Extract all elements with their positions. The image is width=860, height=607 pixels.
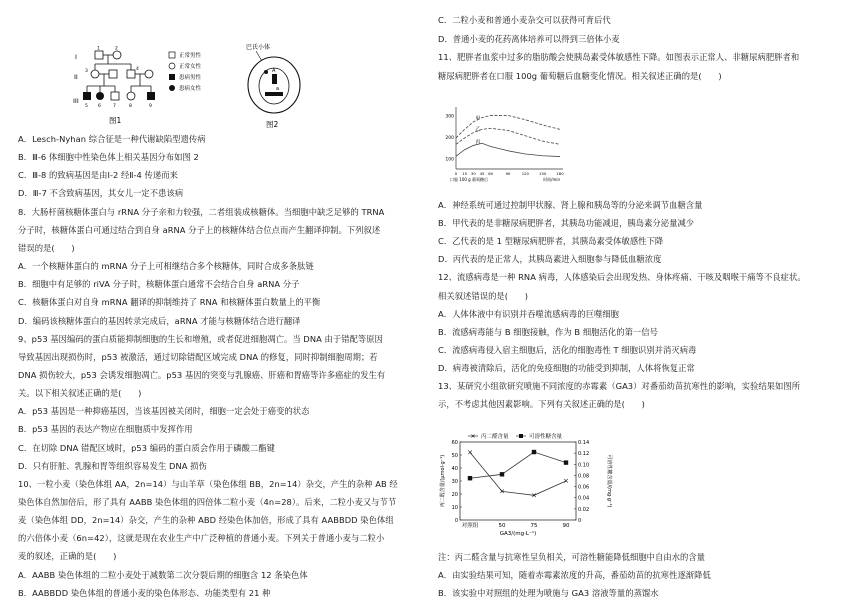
svg-text:8: 8 (129, 104, 132, 109)
text-line: D．病毒被清除后，活化的免疫细胞的功能受到抑制，人体将恢复正常 (438, 362, 695, 373)
barr-body-label: 巴氏小体 (246, 44, 271, 51)
text-line: D．丙代表的是正常人，其胰岛素进入细胞参与降低血糖浓度 (438, 254, 662, 265)
gen-label: I (75, 53, 77, 61)
text-line: 10、一粒小麦（染色体组 AA，2n=14）与山羊草（染色体组 BB，2n=14）杂交，产生的杂种 AB 经 (18, 478, 398, 489)
pedigree-figure (73, 46, 223, 128)
text-line: 8．大肠杆菌核糖体蛋白与 rRNA 分子亲和力较强，二者组装成核糖体。当细胞中缺乏足够的 TRNA (18, 206, 385, 217)
y2-tick-label: 0.08 (578, 473, 590, 480)
y-tick-label: 200 (445, 135, 454, 141)
x-tick-label: 90 (562, 523, 570, 529)
y1-axis-label: 丙二醛含量/(μmol·g⁻¹) (440, 454, 446, 508)
point-marker-square (532, 450, 536, 454)
x-tick-label: 180 (556, 171, 564, 176)
text-line: D．Ⅲ-7 不含致病基因，其女儿一定不患该病 (18, 188, 184, 199)
series-label: 丙 (475, 139, 481, 146)
text-line: 13、某研究小组欲研究喷施不同浓度的赤霉素（GA3）对番茄幼苗抗寒性的影响，实验结果如图所 (438, 381, 801, 391)
text-line: 12、流感病毒是一种 RNA 病毒，人体感染后会出现发热、身体疼痛、干咳及咽喉干痛等不良症状。 (438, 272, 806, 283)
y2-tick-label: 0.12 (578, 451, 590, 458)
y2-tick-label: 0.04 (578, 495, 590, 502)
blood-glucose-chart (438, 105, 568, 193)
point-marker-square (564, 460, 568, 464)
y2-tick-label: 0.14 (578, 440, 590, 446)
text-line: 分子时，核糖体蛋白可通过结合到自身 aRNA 分子上的核糖体结合位点而产生翻译抑制。下列叙述 (18, 224, 381, 235)
y1-tick-label: 40 (451, 466, 458, 472)
text-line: B．AABBDD 染色体组的普通小麦的染色体形态、功能类型有 21 种 (18, 587, 271, 598)
svg-text:5: 5 (85, 104, 88, 109)
x-tick-label: 对照组 (461, 523, 479, 529)
svg-text:正常男性: 正常男性 (179, 53, 202, 59)
figure-2-caption: 图2 (266, 120, 279, 129)
text-line: 导致基因出现损伤时，p53 被激活，通过切除错配区域完成 DNA 的修复，同时抑制细胞周期；若 (18, 351, 378, 362)
x-tick-label: 120 (521, 171, 529, 176)
text-line: C．二粒小麦和普通小麦杂交可以获得可育后代 (438, 15, 611, 25)
y1-tick-label: 50 (451, 453, 458, 459)
text-line: DNA 损伤较大，p53 会诱发细胞凋亡。p53 基因的突变与乳腺癌、肝癌和胃癌等许多癌症的发生有 (18, 369, 386, 380)
text-line: A．一个核糖体蛋白的 mRNA 分子上可相继结合多个核糖体，同时合成多条肽链 (18, 261, 314, 272)
y2-tick-label: 0 (578, 518, 582, 524)
series-label: 甲 (475, 115, 481, 122)
gen-label: III (73, 97, 79, 105)
x-tick-label: 90 (505, 171, 511, 176)
y-tick-label: 100 (445, 157, 454, 163)
y2-tick-label: 0.02 (578, 506, 590, 513)
ga3-chart (438, 430, 618, 542)
text-line: 染色体自然加倍后，形了具有 AABB 染色体组的四倍体二粒小麦（4n=28）。后来，二粒小麦又与节节 (18, 497, 397, 507)
text-line: D．只有肝脏、乳腺和胃等组织容易发生 DNA 损伤 (18, 460, 207, 471)
text-line: 9、p53 基因编码的蛋白质能抑制细胞的生长和增殖，或者促进细胞凋亡。当 DNA 由于错配等原因 (18, 333, 383, 344)
svg-text:1: 1 (97, 46, 100, 52)
figure-1-caption: 图1 (109, 116, 122, 125)
text-line: A．AABB 染色体组的二粒小麦处于减数第二次分裂后期的细胞含 12 条染色体 (18, 569, 308, 580)
y2-axis-label: 可溶性糖含量/(mg·g⁻¹) (606, 454, 612, 508)
text-line: A．神经系统可通过控制甲状腺、肾上腺和胰岛等的分泌来调节血糖含量 (438, 200, 703, 210)
cell-figure (238, 40, 318, 130)
legend-male-affected (169, 74, 175, 80)
text-line: C．在切除 DNA 错配区域时，p53 编码的蛋白质会作用于磷酸二酯键 (18, 442, 275, 453)
x-tick-label: 15 (462, 171, 468, 176)
text-line: B．该实验中对照组的处理为喷施与 GA3 溶液等量的蒸馏水 (438, 588, 659, 599)
y-tick-label: 300 (445, 114, 454, 120)
svg-text:患病女性: 患病女性 (179, 86, 202, 92)
series-line-甲 (456, 115, 560, 138)
x-tick-label: 75 (530, 523, 538, 529)
point-marker-square (468, 476, 472, 480)
x-tick-label: 50 (498, 523, 506, 529)
series-line-可溶性糖含量 (470, 452, 566, 478)
x-tick-label: 45 (479, 171, 485, 176)
text-line: A．由实验结果可知，随着赤霉素浓度的升高，番茄幼苗的抗寒性逐渐降低 (438, 570, 711, 581)
text-line: D．普通小麦的花药离体培养可以得到三倍体小麦 (438, 33, 620, 44)
x-tick-label: 0 (454, 171, 458, 176)
y1-tick-label: 20 (451, 492, 458, 498)
text-line: A．人体体液中有识别并吞噬流感病毒的巨噬细胞 (438, 308, 620, 319)
y2-tick-label: 0.10 (578, 462, 590, 469)
point-marker-x: × (467, 448, 473, 457)
text-line: 相关叙述错误的是( ) (438, 290, 529, 301)
text-line: 麦（染色体组 DD，2n=14）杂交，产生的杂种 ABD 经染色体加倍，形成了具有 AABBDD 染色体组 (18, 515, 394, 526)
text-line: B．甲代表的是非糖尿病肥胖者，其胰岛功能减退，胰岛素分泌量减少 (438, 218, 695, 229)
x-axis-label: GA3/(mg·L⁻¹) (499, 531, 537, 537)
y1-tick-label: 30 (451, 479, 458, 485)
text-line: 的六倍体小麦（6n=42），这就是现在农业生产中广泛种植的普通小麦。下列关于普通小麦与二粒小 (18, 533, 385, 544)
text-line: A．p53 基因是一种抑癌基因，当该基因被关闭时，细胞一定会处于癌变的状态 (18, 406, 310, 417)
x-tick-label: 30 (470, 171, 476, 176)
point-marker-square (500, 472, 504, 476)
text-line: B．Ⅲ-6 体细胞中性染色体上相关基因分布如图 2 (18, 152, 199, 163)
x-axis-label: 时间/min (543, 177, 560, 182)
legend-female-affected (169, 85, 175, 91)
text-line: 糖尿病肥胖者在口服 100g 葡萄糖后血糖变化情况。相关叙述正确的是( ) (438, 70, 722, 81)
legend-marker-square (519, 434, 523, 438)
text-line: C．乙代表的是 1 型糖尿病肥胖者，其胰岛素受体敏感性下降 (438, 236, 664, 247)
svg-text:4: 4 (136, 67, 139, 72)
text-line: B．p53 基因的表达产物应在细胞质中发挥作用 (18, 424, 193, 435)
svg-text:7: 7 (113, 104, 116, 109)
svg-text:a: a (276, 86, 280, 92)
svg-text:6: 6 (98, 104, 101, 109)
point-marker-x: × (563, 477, 569, 486)
gen-label: II (74, 73, 78, 81)
legend-female-normal (169, 63, 175, 69)
series-line-乙 (456, 128, 560, 144)
text-line: C．流感病毒侵入宿主细胞后，活化的细胞毒性 T 细胞识别并消灭病毒 (438, 344, 697, 355)
legend-entry: 可溶性糖含量 (529, 434, 563, 440)
svg-text:A: A (272, 68, 276, 74)
text-line: 错误的是( ) (18, 242, 75, 253)
point-marker-x: × (531, 491, 537, 500)
point-marker-x: × (499, 487, 505, 496)
text-line: D．编码该核糖体蛋白的基因转录完成后，aRNA 才能与核糖体结合进行翻译 (18, 315, 301, 326)
svg-text:3: 3 (85, 69, 88, 74)
text-line: 示，不考虑其他因素影响。下列有关叙述正确的是( ) (438, 399, 645, 410)
text-line: A．Lesch-Nyhan 综合征是一种代谢缺陷型遗传病 (18, 134, 206, 144)
text-line: 注：丙二醛含量与抗寒性呈负相关，可溶性糖能降低细胞中自由水的含量 (438, 552, 706, 562)
legend-marker-x: × (470, 433, 476, 440)
series-line-丙 (456, 143, 560, 156)
text-line: C．Ⅲ-8 的致病基因是由Ⅰ-2 经Ⅱ-4 传递而来 (18, 170, 178, 181)
text-line: 11、肥胖者血浆中过多的脂肪酸会使胰岛素受体敏感性下降。如图表示正常人、非糖尿病肥胖者和 (438, 52, 800, 62)
y1-tick-label: 0 (454, 518, 458, 524)
svg-text:正常女性: 正常女性 (179, 64, 202, 70)
text-line: B．细胞中有足够的 riVA 分子时，核糖体蛋白通常不会结合自身 aRNA 分子 (18, 279, 300, 290)
text-line: B．流感病毒能与 B 细胞接触，作为 B 细胞活化的第一信号 (438, 326, 658, 337)
svg-text:患病男性: 患病男性 (179, 75, 202, 81)
plot-frame (460, 442, 576, 520)
legend-entry: 丙二醛含量 (481, 434, 509, 440)
series-label: 乙 (475, 126, 481, 133)
y2-tick-label: 0.06 (578, 484, 590, 491)
legend-male-normal (169, 52, 175, 58)
svg-text:9: 9 (149, 104, 152, 109)
series-line-丙二醛含量 (470, 452, 566, 495)
y1-tick-label: 10 (451, 505, 458, 511)
x-axis-note: 口服 100 g 葡萄糖后 (450, 177, 488, 182)
x-tick-label: 150 (539, 171, 547, 176)
text-line: 麦的叙述，正确的是( ) (18, 551, 117, 562)
text-line: C．核糖体蛋白对自身 mRNA 翻译的抑制维持了 RNA 和核糖体蛋白数量上的平衡 (18, 297, 321, 308)
text-line: 关。以下相关叙述正确的是( ) (18, 388, 142, 399)
y1-tick-label: 60 (451, 440, 458, 446)
x-tick-label: 60 (488, 171, 494, 176)
svg-text:2: 2 (115, 46, 118, 52)
